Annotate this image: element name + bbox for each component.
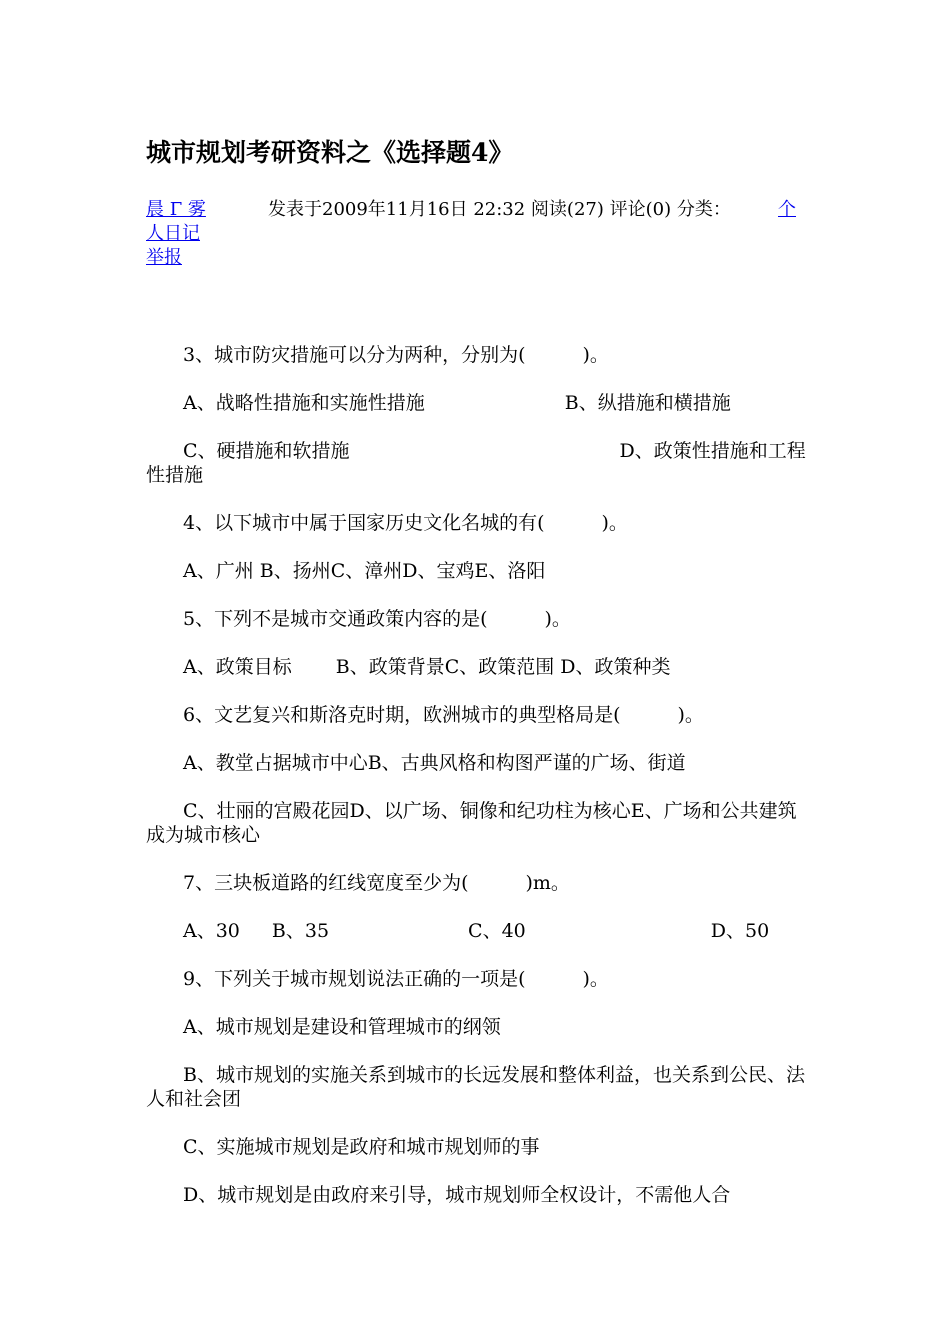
question-6-options-ab: A、教堂占据城市中心B、古典风格和构图严谨的广场、街道 <box>183 752 686 774</box>
question-3: 3、城市防灾措施可以分为两种，分别为( )。 <box>183 344 609 366</box>
options-bcd: B、政策背景C、政策范围 D、政策种类 <box>335 656 671 678</box>
question-6-options-cde: C、壮丽的宫殿花园D、以广场、铜像和纪功柱为核心E、广场和公共建筑成为城市核心 <box>146 800 797 846</box>
question-4: 4、以下城市中属于国家历史文化名城的有( )。 <box>183 512 628 534</box>
question-3-options-cd <box>146 439 806 487</box>
option-c: C、40 <box>468 920 526 942</box>
question-9-option-b: B、城市规划的实施关系到城市的长远发展和整体利益，也关系到公民、法人和社会团 <box>146 1064 805 1110</box>
category-link-continued[interactable]: 人日记 <box>146 223 200 244</box>
question-7-options <box>146 919 806 943</box>
question-9: 9、下列关于城市规划说法正确的一项是( )。 <box>183 968 609 990</box>
question-5-options <box>146 655 806 679</box>
option-a: A、战略性措施和实施性措施 <box>183 392 425 414</box>
question-7: 7、三块板道路的红线宽度至少为( )m。 <box>183 872 570 894</box>
page-title: 城市规划考研资料之《选择题4》 <box>146 138 514 167</box>
report-link[interactable]: 举报 <box>146 247 182 268</box>
option-d: D、政策性措施和工程性措施 <box>146 440 806 486</box>
question-9-option-a: A、城市规划是建设和管理城市的纲领 <box>183 1016 501 1038</box>
question-9-option-c: C、实施城市规划是政府和城市规划师的事 <box>183 1136 540 1158</box>
option-c: C、硬措施和软措施 <box>183 440 350 462</box>
author-link[interactable]: 晨 Γ 雾 <box>146 199 206 220</box>
option-b: B、纵措施和横措施 <box>564 392 731 414</box>
question-4-options: A、广州 B、扬州C、漳州D、宝鸡E、洛阳 <box>183 560 546 582</box>
option-b: B、35 <box>271 920 330 942</box>
category-link[interactable]: 个 <box>778 199 796 220</box>
question-9-option-d: D、城市规划是由政府来引导，城市规划师全权设计，不需他人合 <box>183 1184 731 1206</box>
question-6: 6、文艺复兴和斯洛克时期，欧洲城市的典型格局是( )。 <box>183 704 704 726</box>
option-a: A、30 <box>183 920 240 942</box>
option-a: A、政策目标 <box>183 656 292 678</box>
question-3-options-ab <box>146 391 806 415</box>
post-info: 发表于2009年11月16日 22:32 阅读(27) 评论(0) 分类： <box>268 199 731 220</box>
question-5: 5、下列不是城市交通政策内容的是( )。 <box>183 608 571 630</box>
option-d: D、50 <box>710 920 770 942</box>
